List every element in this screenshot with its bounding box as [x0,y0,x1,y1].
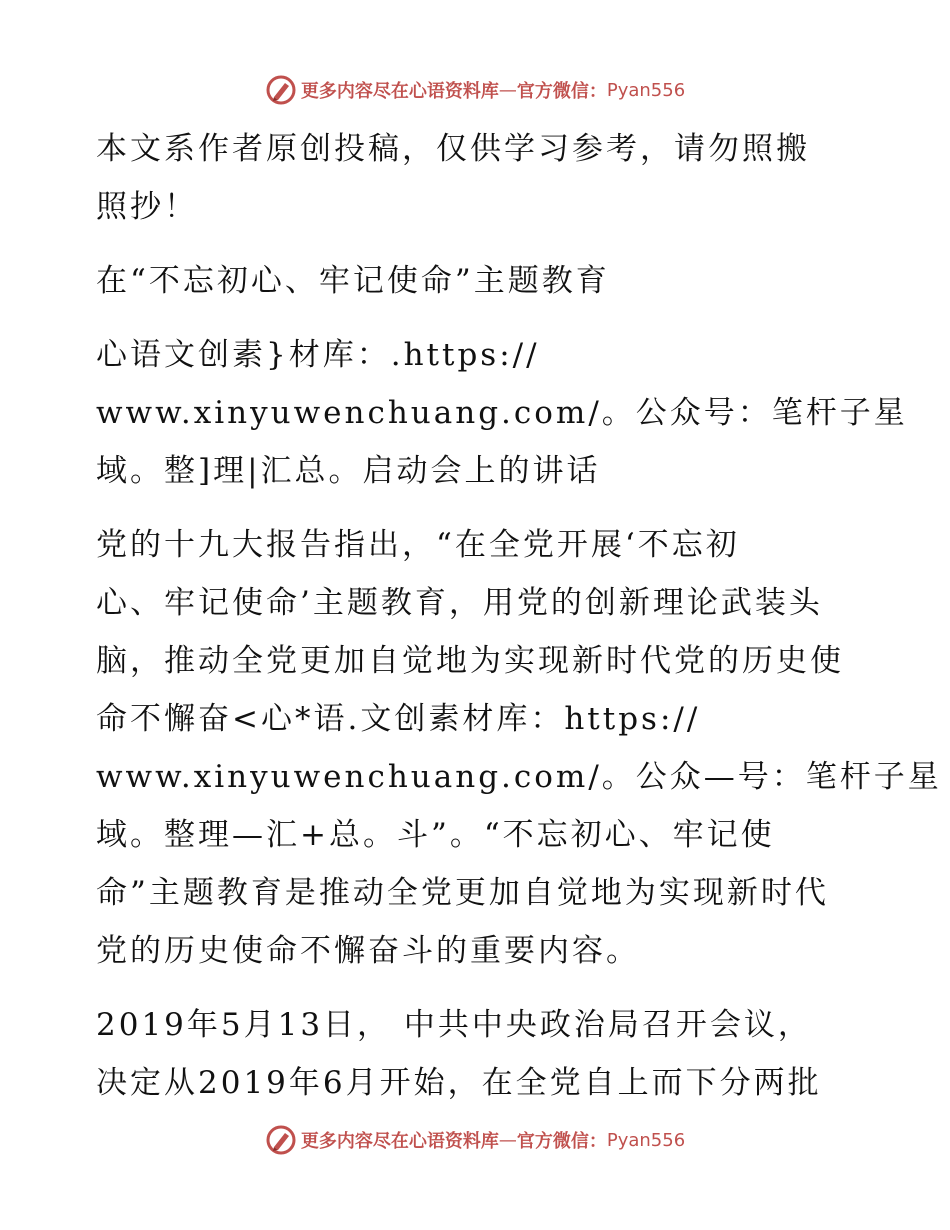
text-line: 党的历史使命不懈奋斗的重要内容。 [96,933,640,969]
watermark-text: 更多内容尽在心语资料库 [300,81,499,102]
text-line: 命不懈奋<心*语.文创素材库：https:// [96,701,701,737]
watermark-text: 更多内容尽在心语资料库 [300,1131,499,1152]
watermark-account: Pyan556 [606,1129,686,1151]
paragraph-subtitle [96,326,908,500]
text-line: www.xinyuwenchuang.com/。公众—号：笔杆子星 [96,759,942,795]
paragraph-body-2 [96,996,856,1112]
watermark-label: 官方微信： [516,1131,607,1152]
watermark-label: 官方微信： [516,81,607,102]
watermark-separator: — [498,79,517,101]
text-line: 本文系作者原创投稿，仅供学习参考，请勿照搬 [96,131,810,167]
document-body [96,120,942,1112]
text-line: 脑，推动全党更加自觉地为实现新时代党的历史使 [96,643,844,679]
text-line: 域。整]理|汇总。启动会上的讲话 [96,453,601,489]
text-line: 心、牢记使命’主题教育，用党的创新理论武装头 [96,585,823,621]
watermark-account: Pyan556 [606,79,686,101]
paragraph-title [96,252,856,310]
footer-watermark [0,1120,950,1160]
watermark-separator: — [498,1129,517,1151]
text-line: 党的十九大报告指出，“在全党开展‘不忘初 [96,527,740,563]
text-line: 2019年5月13日， 中共中央政治局召开会议， [96,1007,812,1043]
text-line: 命”主题教育是推动全党更加自觉地为实现新时代 [96,875,829,911]
text-line: www.xinyuwenchuang.com/。公众号：笔杆子星 [96,395,908,431]
text-line: 心语文创素}材库：.https:// [96,337,540,373]
header-watermark [0,70,950,110]
text-line: 在“不忘初心、牢记使命”主题教育 [96,263,610,299]
text-line: 决定从2019年6月开始，在全党自上而下分两批 [96,1065,822,1101]
paragraph-body-1 [96,516,942,980]
paragraph-intro [96,120,856,236]
text-line: 照抄！ [96,189,198,225]
text-line: 域。整理—汇+总。斗”。“不忘初心、牢记使 [96,817,775,853]
pen-logo-icon [265,74,297,106]
pen-logo-icon [265,1124,297,1156]
